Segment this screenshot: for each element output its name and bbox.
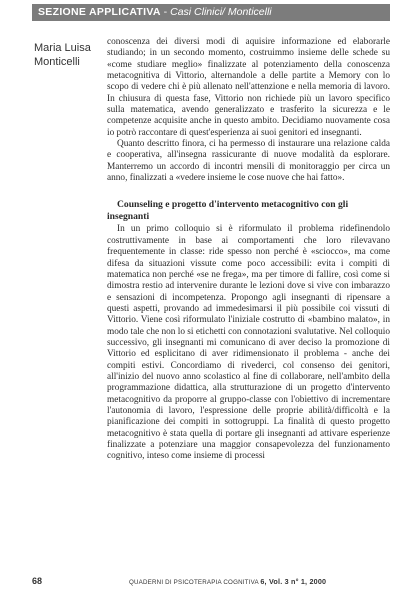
- section-heading: Counseling e progetto d'intervento metacognitivo con gli insegnanti: [107, 199, 349, 222]
- section-title: SEZIONE APPLICATIVA: [38, 6, 161, 18]
- body-paragraph: In un primo colloquio si è riformulato il problema ridefinendolo costruttivamente in base ai comportamenti che loro rilevavano frequentemente in classe: ride spesso non perché è «sciocco», ma come difesa da situazioni vissute come poco accessibili: evita i compiti di matematica non perché «se ne frega», ma per timore di fallire, così come si dimostra restio ad intervenire durante le lezioni dove si vive con imbarazzo e sensazioni di incompetenza. Propongo agli insegnanti di ripensare a questi aspetti, provando ad immedesimarsi il più possibile coi vissuti di Vittorio. Viene così riformulato l'iniziale costrutto di «bambino malato», in modo tale che non lo si etichetti con connotazioni svalutative. Nel colloquio successivo, gli insegnanti mi comunicano di aver deciso la promozione di Vittorio ed esplicitano di aver ridimensionato il problema - anche dei compiti estivi. Concordiamo di rivederci, col consenso dei genitori, all'inizio del nuovo anno scolastico al fine di collaborare, nell'ambito della programmazione didattica, alla strutturazione di un progetto d'intervento metacognitivo da proporre al gruppo-classe con l'obiettivo di incrementare l'autonomia di lavoro, l'espressione delle proprie abilità/difficoltà e la pianificazione dei compiti in sottogruppi. La finalità di questo progetto metacognitivo è stata quella di portare gli insegnanti ad attivare esperienze finalizzate a potenziare una maggior consapevolezza del funzionamento cognitivo, inteso come insieme di processi: [107, 224, 390, 462]
- body-paragraph: Quanto descritto finora, ci ha permesso di instaurare una relazione calda e cooperativa, all'insegna rassicurante di nuove modalità da esplorare. Manterremo un accordo di incontri mensili di monitoraggio per circa un anno, finalizzati a «vedere insieme le cose nuove che hai fatto».: [107, 139, 390, 184]
- author-last-name: Monticelli: [34, 56, 80, 68]
- journal-issue: 6, Vol. 3 n° 1, 2000: [260, 577, 327, 586]
- section-header-bar: [32, 4, 390, 21]
- author-name: [34, 41, 104, 69]
- journal-name: QUADERNI DI PSICOTERAPIA COGNITIVA: [129, 579, 259, 586]
- body-paragraph: conoscenza dei diversi modi di aquisire informazione ed elaborarle studiando; in un secondo momento, costruimmo insieme delle schede su «come studiare meglio» finalizzate al potenziamento della conoscenza metacognitiva di Vittorio, alternandole a delle partite a Memory con lo scopo di vedere chi è più allenato nell'attenzione e nella memoria di lavoro. In chiusura di questa fase, Vittorio non richiede più un lavoro specifico sulla matematica, avendo generalizzato e trasferito la sicurezza e le competenze acquisite anche in questo ambito. Decidiamo nuovamente cosa io potrò raccontare di quest'esperienza ai suoi genitori ed insegnanti.: [107, 37, 390, 138]
- journal-citation: [129, 577, 326, 586]
- section-subtitle: Casi Clinici/ Monticelli: [170, 6, 272, 18]
- article-body: [107, 37, 390, 463]
- author-first-name: Maria Luisa: [34, 42, 91, 54]
- header-separator: -: [160, 6, 171, 18]
- page-number: 68: [32, 576, 43, 586]
- page-footer: [32, 576, 390, 590]
